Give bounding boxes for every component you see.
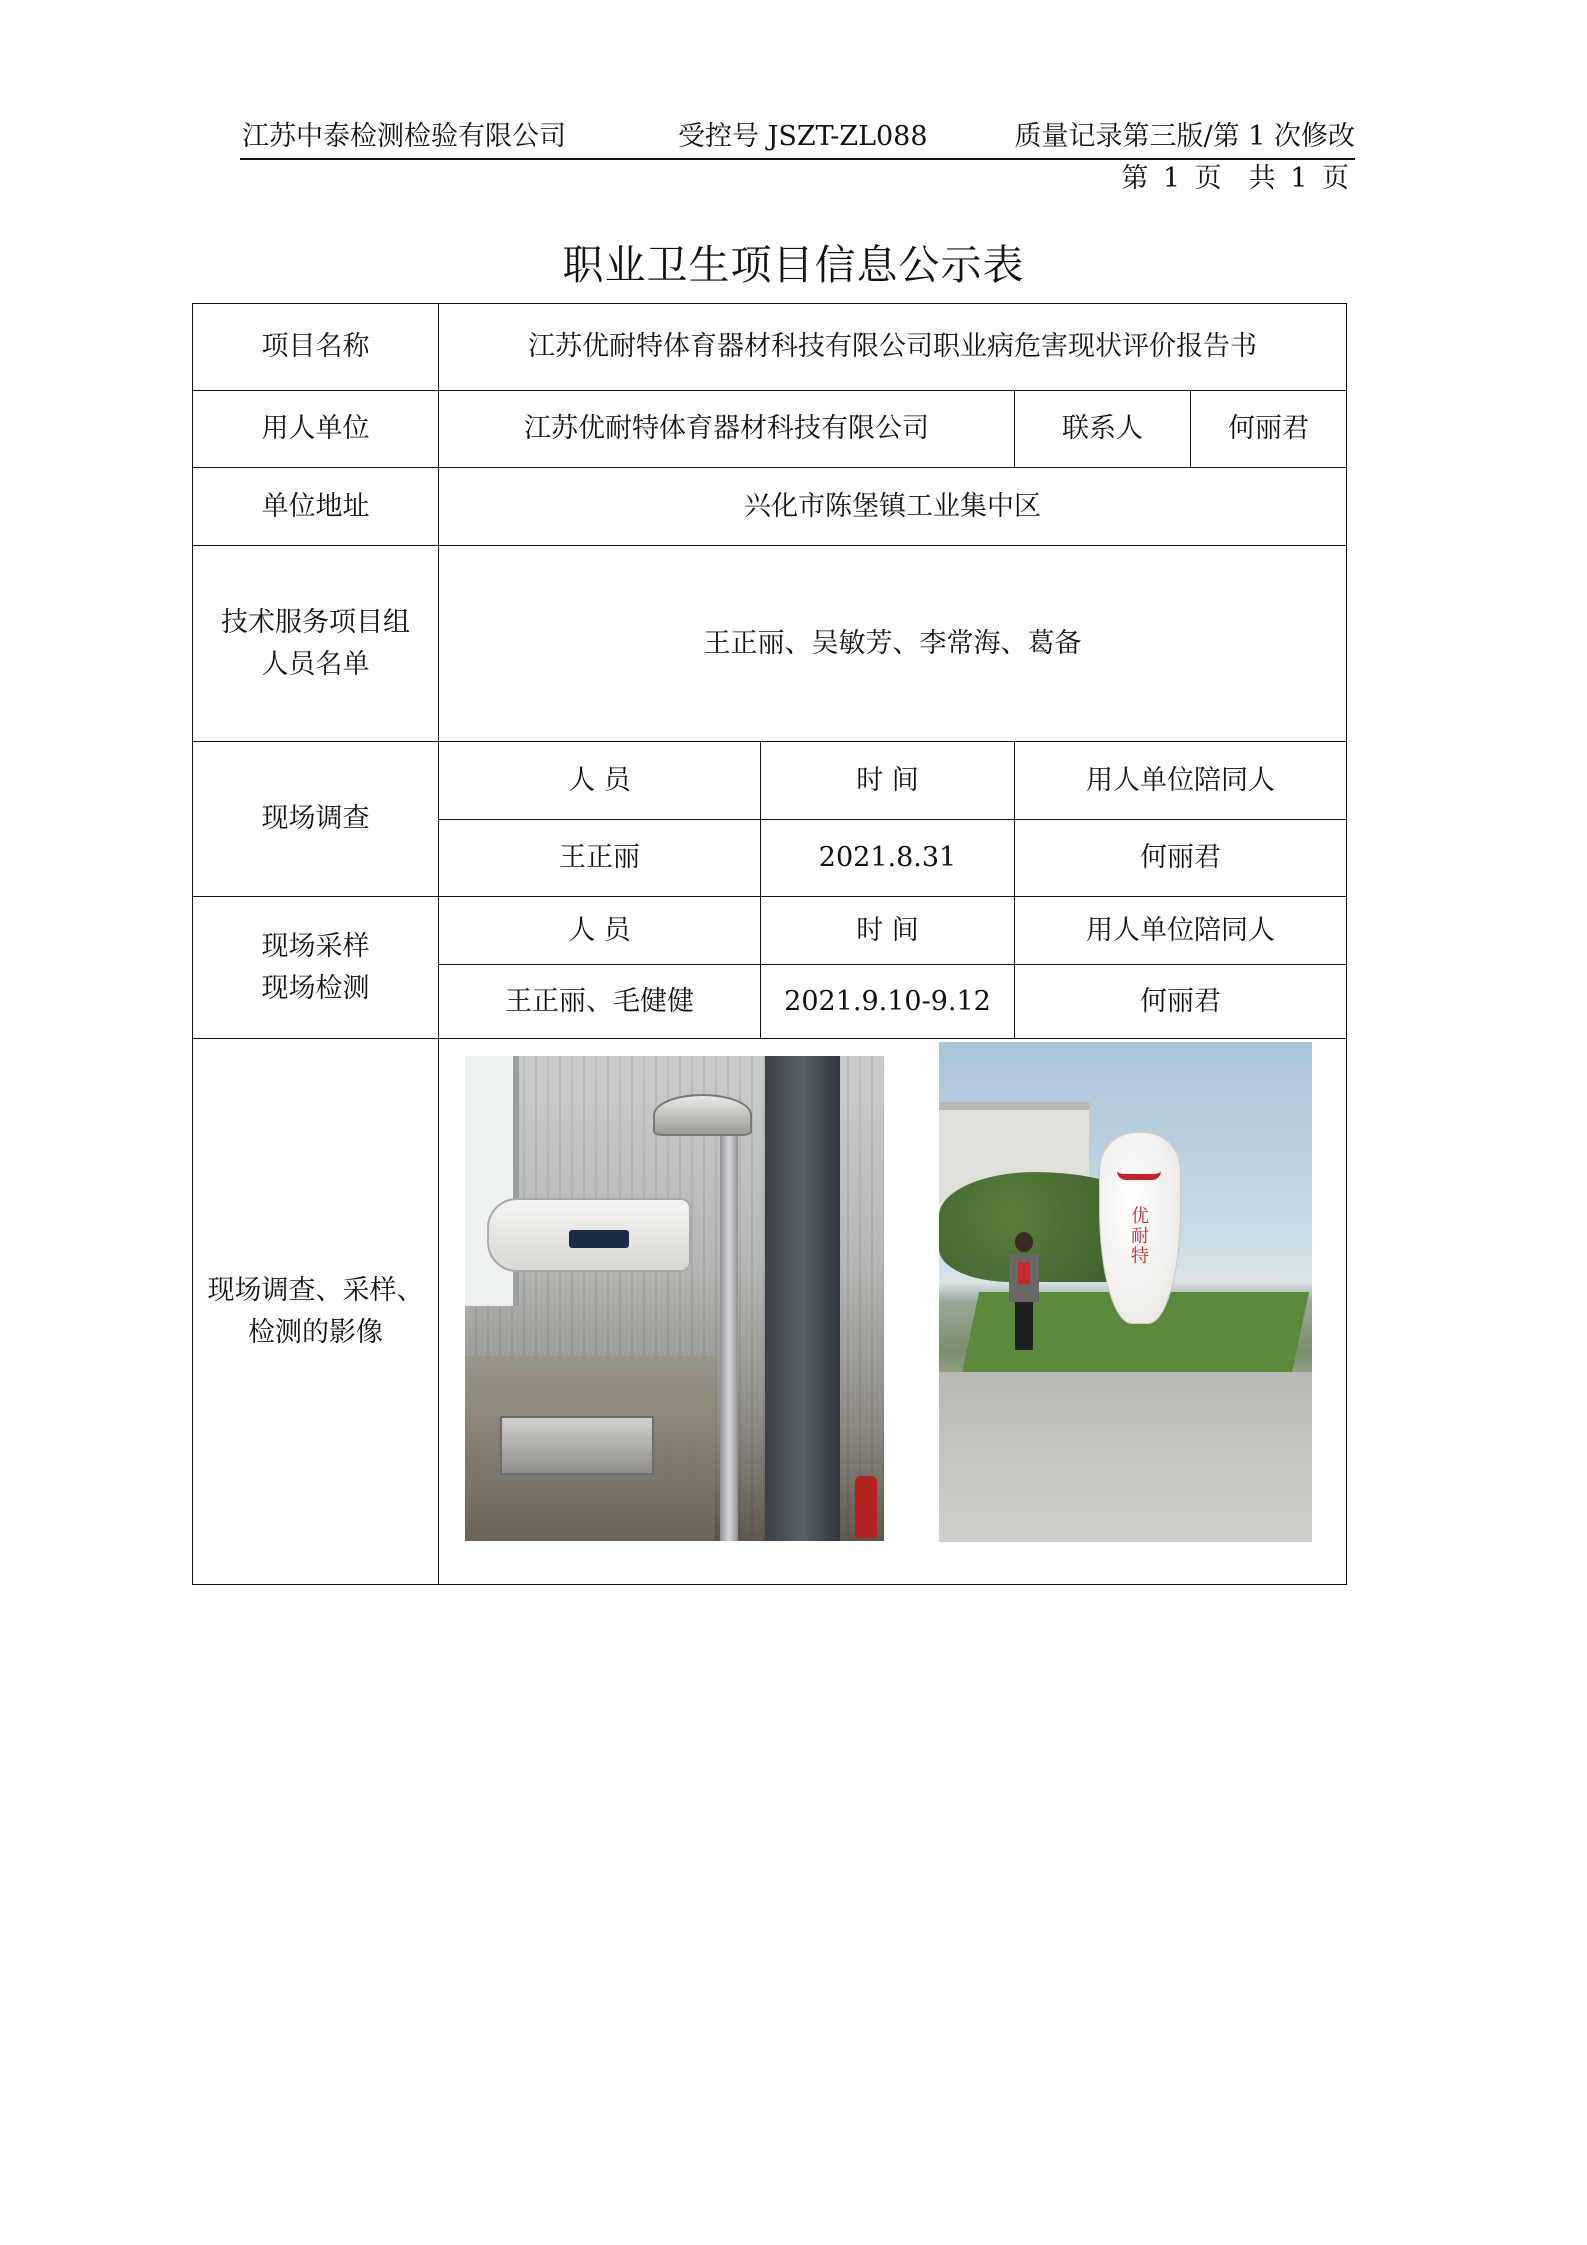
survey-col-escort: 用人单位陪同人 bbox=[1015, 742, 1347, 820]
images-cell bbox=[439, 1039, 1347, 1585]
survey-escort: 何丽君 bbox=[1015, 820, 1347, 897]
contact-label: 联系人 bbox=[1015, 391, 1191, 468]
images-label bbox=[193, 1039, 439, 1585]
survey-label: 现场调查 bbox=[193, 742, 439, 897]
row-sampling-header bbox=[193, 897, 1347, 965]
shower-head-shape bbox=[653, 1094, 752, 1136]
project-name-label: 项目名称 bbox=[193, 304, 439, 391]
bowling-pin-logo: 优耐特 bbox=[1131, 1206, 1149, 1267]
images-label-line1: 现场调查、采样、 bbox=[207, 1274, 424, 1306]
pillar-shape bbox=[765, 1056, 840, 1541]
photo-bowling-pin-site bbox=[939, 1042, 1312, 1542]
row-employer bbox=[193, 391, 1347, 468]
water-heater-shape bbox=[487, 1198, 691, 1272]
sampling-label-line2: 现场检测 bbox=[261, 972, 370, 1004]
address-label: 单位地址 bbox=[193, 468, 439, 546]
sampling-col-time: 时 间 bbox=[761, 897, 1015, 965]
sampling-label-line1: 现场采样 bbox=[261, 930, 370, 962]
sampling-person: 王正丽、毛健健 bbox=[439, 965, 761, 1039]
sampling-label bbox=[193, 897, 439, 1039]
sampling-col-person: 人 员 bbox=[439, 897, 761, 965]
info-table bbox=[192, 303, 1347, 1585]
project-name-value: 江苏优耐特体育器材科技有限公司职业病危害现状评价报告书 bbox=[439, 304, 1347, 391]
row-survey-header bbox=[193, 742, 1347, 820]
page-header bbox=[240, 112, 1355, 160]
team-label-line1: 技术服务项目组 bbox=[221, 606, 410, 638]
team-label-line2: 人员名单 bbox=[261, 648, 370, 680]
row-address bbox=[193, 468, 1347, 546]
road-shape bbox=[939, 1372, 1312, 1542]
survey-col-time: 时 间 bbox=[761, 742, 1015, 820]
address-value: 兴化市陈堡镇工业集中区 bbox=[439, 468, 1347, 546]
bowling-pin-stripe bbox=[1117, 1134, 1161, 1180]
page-title: 职业卫生项目信息公示表 bbox=[562, 241, 1025, 289]
contact-value: 何丽君 bbox=[1191, 391, 1347, 468]
employer-value: 江苏优耐特体育器材科技有限公司 bbox=[439, 391, 1015, 468]
employer-label: 用人单位 bbox=[193, 391, 439, 468]
header-company: 江苏中泰检测检验有限公司 bbox=[242, 121, 566, 152]
survey-time: 2021.8.31 bbox=[761, 820, 1015, 897]
photo-eyewash-station bbox=[465, 1056, 884, 1541]
header-control-number: 受控号 JSZT-ZL088 bbox=[678, 121, 928, 152]
photo-area bbox=[439, 1039, 1346, 1584]
pipe-shape bbox=[720, 1136, 738, 1541]
images-label-line2: 检测的影像 bbox=[248, 1316, 383, 1348]
sink-shape bbox=[500, 1416, 654, 1475]
person-figure bbox=[1009, 1232, 1039, 1352]
team-label bbox=[193, 546, 439, 742]
survey-col-person: 人 员 bbox=[439, 742, 761, 820]
row-images bbox=[193, 1039, 1347, 1585]
page-number: 第 1 页 共 1 页 bbox=[1121, 163, 1349, 194]
survey-person: 王正丽 bbox=[439, 820, 761, 897]
sampling-time: 2021.9.10-9.12 bbox=[761, 965, 1015, 1039]
row-project-name bbox=[193, 304, 1347, 391]
header-edition: 质量记录第三版/第 1 次修改 bbox=[1014, 121, 1355, 152]
fire-extinguisher-shape bbox=[855, 1476, 877, 1538]
sampling-escort: 何丽君 bbox=[1015, 965, 1347, 1039]
team-value: 王正丽、吴敏芳、李常海、葛备 bbox=[439, 546, 1347, 742]
row-team bbox=[193, 546, 1347, 742]
sampling-col-escort: 用人单位陪同人 bbox=[1015, 897, 1347, 965]
